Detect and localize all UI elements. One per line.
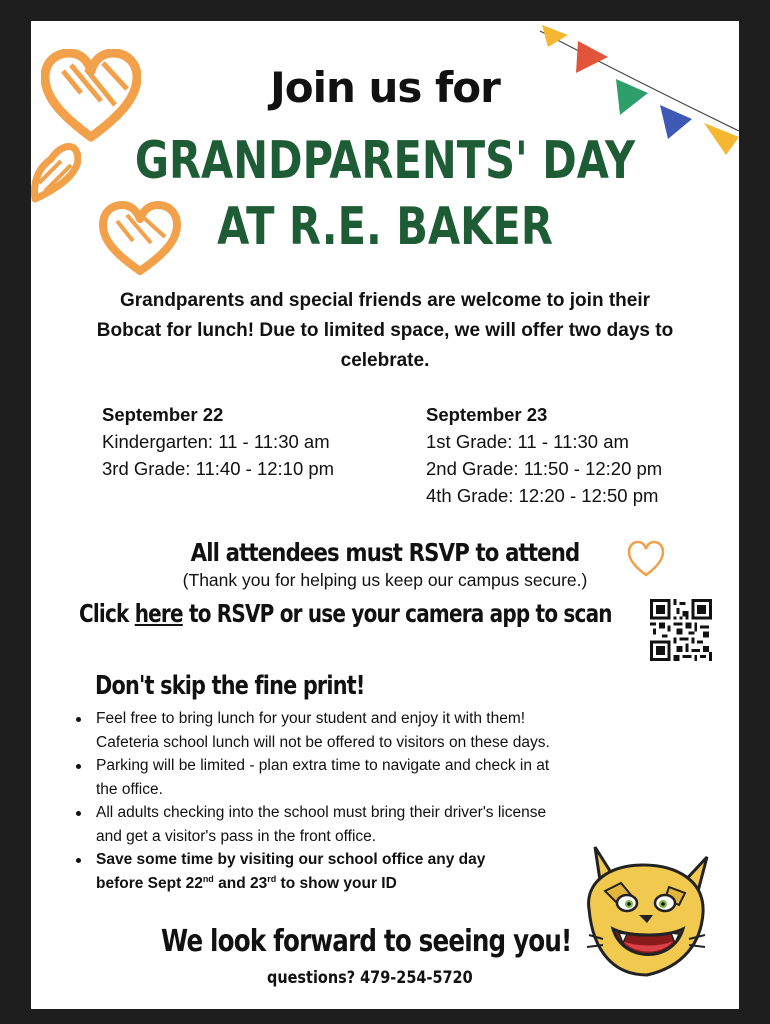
- schedule-slot: 2nd Grade: 11:50 - 12:20 pm: [426, 458, 663, 479]
- flyer-page: [31, 21, 739, 1009]
- contact-phone: questions? 479-254-5720: [267, 968, 473, 988]
- rsvp-click-text: Click: [79, 599, 129, 628]
- superscript: nd: [202, 873, 214, 884]
- schedule-slot: Kindergarten: 11 - 11:30 am: [102, 431, 330, 452]
- list-item: [76, 848, 556, 895]
- schedule-slot: 3rd Grade: 11:40 - 12:10 pm: [102, 458, 335, 479]
- list-item-text: before Sept 22: [96, 874, 203, 892]
- list-item-text: Save some time by visiting our school office any day: [96, 851, 486, 868]
- heart-icon: [31, 139, 81, 205]
- intro-paragraph: [31, 286, 739, 376]
- fine-print-list: [76, 707, 556, 895]
- list-item: All adults checking into the school must bring their driver's license and get a visitor's pass in the front office.: [76, 801, 556, 848]
- list-item: Parking will be limited - plan extra time to navigate and check in at the office.: [76, 754, 556, 801]
- superscript: rd: [267, 873, 277, 884]
- header-line1: Join us for: [270, 63, 500, 112]
- intro-line: celebrate.: [340, 350, 430, 371]
- fine-print-title: Don't skip the fine print!: [95, 671, 365, 701]
- schedule-slot: 1st Grade: 11 - 11:30 am: [426, 431, 629, 452]
- list-item: Feel free to bring lunch for your student and enjoy it with them! Cafeteria school lunch will not be offered to visitors on these days.: [76, 707, 556, 754]
- rsvp-rest-text: to RSVP or use your camera app to scan: [188, 599, 612, 628]
- closing-message: We look forward to seeing you!: [161, 924, 572, 959]
- list-item-text: to show your ID: [276, 874, 397, 892]
- schedule-day-2: [426, 401, 662, 509]
- schedule-day-title: September 22: [102, 404, 224, 425]
- bobcat-mascot-logo: [581, 843, 713, 983]
- intro-line: Bobcat for lunch! Due to limited space, we will offer two days to: [96, 320, 674, 341]
- header-line2: GRANDPARENTS' DAY: [134, 131, 636, 191]
- schedule-day-title: September 23: [426, 404, 548, 425]
- rsvp-subtitle: (Thank you for helping us keep our campus secure.): [182, 570, 588, 590]
- header-line3: AT R.E. BAKER: [217, 197, 553, 257]
- schedule-slot: 4th Grade: 12:20 - 12:50 pm: [426, 485, 659, 506]
- rsvp-link[interactable]: here: [134, 599, 183, 628]
- schedule-day-1: [102, 401, 334, 482]
- intro-line: Grandparents and special friends are welcome to join their: [119, 290, 651, 311]
- rsvp-title: All attendees must RSVP to attend: [190, 538, 580, 567]
- list-item-text: and 23: [213, 874, 268, 892]
- rsvp-instructions: [79, 597, 612, 631]
- qr-code[interactable]: [650, 599, 712, 661]
